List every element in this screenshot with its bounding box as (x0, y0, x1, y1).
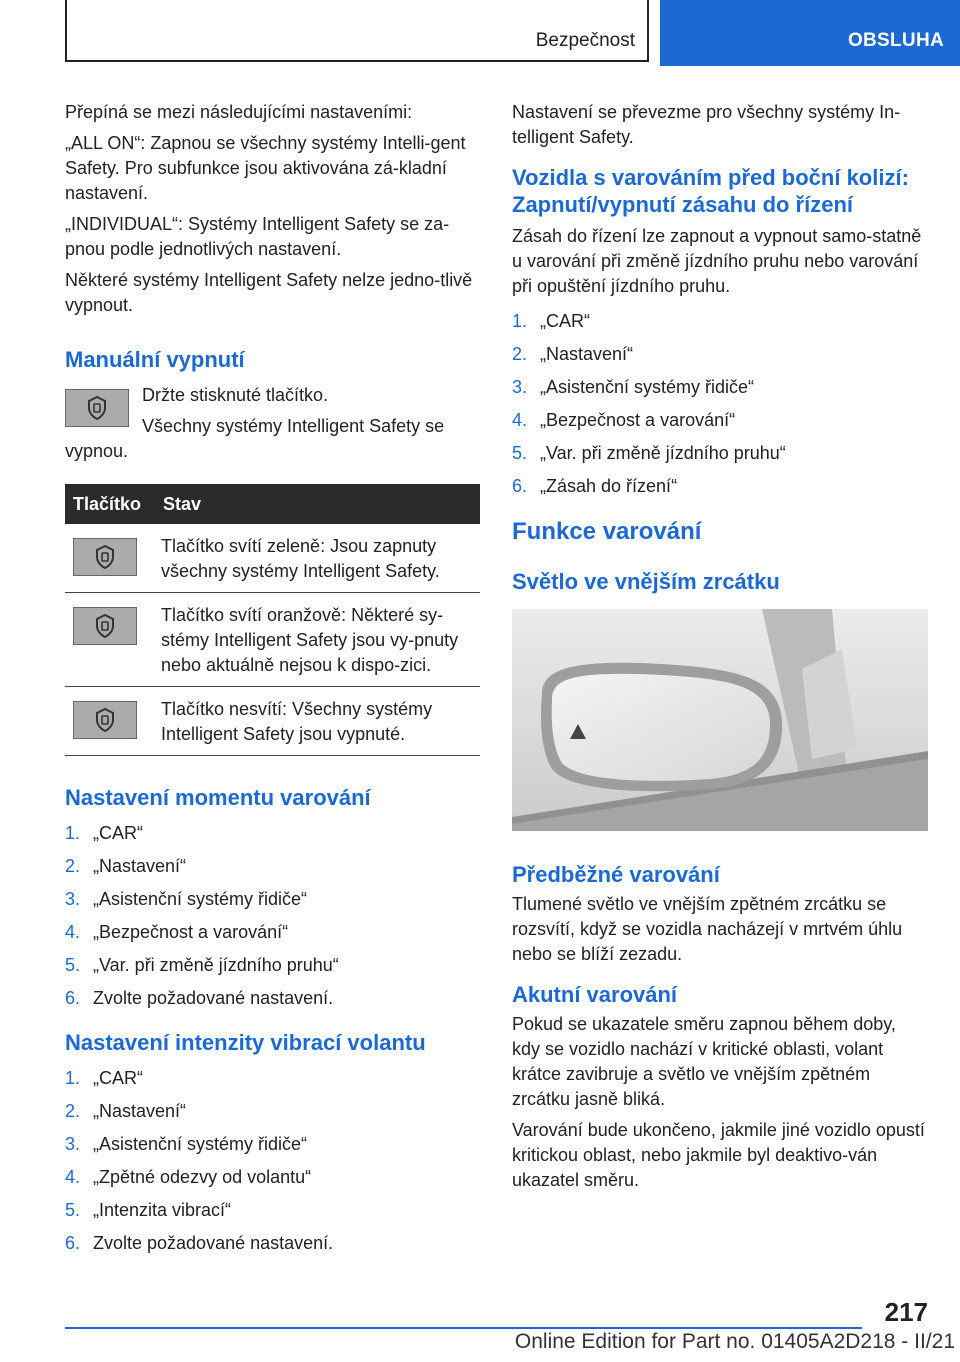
intro-paragraph: „ALL ON“: Zapnou se všechny systémy Intelli-gent Safety. Pro subfunkce jsou aktivována zá-kladní nastavení. (65, 133, 466, 203)
warning-moment-steps (65, 817, 480, 1015)
button-state-table (65, 484, 480, 756)
list-item: 3. „Asistenční systémy řidiče“ (65, 1134, 308, 1154)
footer-edition: Online Edition for Part no. 01405A2D218 - II/21 (514, 1330, 955, 1353)
pre-warning-heading: Předběžné varování (512, 862, 720, 887)
warning-moment-heading: Nastavení momentu varování (65, 785, 371, 810)
acute-warning-text: Pokud se ukazatele směru zapnou během doby, kdy se vozidlo nachází v kritické oblasti, volant krátce zavibruje a světlo ve vnějším zpětném zrcátku jasně bliká. (512, 1014, 896, 1109)
table-cell-state: Tlačítko nesvítí: Všechny systémy Intelligent Safety jsou vypnuté. (161, 699, 433, 744)
list-item: 5. „Var. při změně jízdního pruhu“ (512, 443, 786, 463)
list-item: 1. „CAR“ (512, 311, 590, 331)
intelligent-safety-button-icon (73, 538, 137, 576)
intro-paragraph: Nastavení se převezme pro všechny systémy In-telligent Safety. (512, 102, 901, 147)
list-item: 1. „CAR“ (65, 823, 143, 843)
page-number: 217 (884, 1297, 928, 1327)
pre-warning-text: Tlumené světlo ve vnějším zpětném zrcátku se rozsvítí, když se vozidla nacházejí v mrtvém úhlu nebo se blíží zezadu. (512, 894, 903, 964)
right-column (512, 100, 928, 1199)
page-header (0, 0, 960, 66)
side-mirror-image (512, 609, 928, 831)
vibration-intensity-heading: Nastavení intenzity vibrací volantu (65, 1030, 426, 1055)
manual-switch-off-block (65, 383, 480, 464)
mirror-light-heading: Světlo ve vnějším zrcátku (512, 569, 780, 594)
list-item: 2. „Nastavení“ (65, 856, 187, 876)
acute-warning-end-text: Varování bude ukončeno, jakmile jiné vozidlo opustí kritickou oblast, nebo jakmile byl deaktivo-ván ukazatel směru. (512, 1120, 925, 1190)
footer-rule (65, 1327, 862, 1329)
list-item: 5. „Intenzita vibrací“ (65, 1200, 232, 1220)
list-item: 5. „Var. při změně jízdního pruhu“ (65, 955, 339, 975)
steering-intervention-heading: Vozidla s varováním před boční kolizí: Zapnutí/vypnutí zásahu do řízení (512, 165, 909, 217)
list-item: 6. Zvolte požadované nastavení. (65, 1233, 334, 1253)
list-item: 6. Zvolte požadované nastavení. (65, 988, 334, 1008)
header-section-title: Bezpečnost (535, 30, 635, 51)
side-mirror-illustration (512, 609, 928, 831)
table-row (65, 524, 480, 593)
header-chapter-tab (660, 0, 960, 66)
table-row (65, 593, 480, 687)
list-item: 3. „Asistenční systémy řidiče“ (512, 377, 755, 397)
table-header-state: Stav (153, 484, 480, 524)
vibration-intensity-steps (65, 1062, 480, 1260)
list-item: 2. „Nastavení“ (512, 344, 634, 364)
intro-paragraph: „INDIVIDUAL“: Systémy Intelligent Safety se za-pnou podle jednotlivých nastavení. (65, 214, 450, 259)
table-cell-state: Tlačítko svítí zeleně: Jsou zapnuty všechny systémy Intelligent Safety. (161, 536, 440, 581)
list-item: 3. „Asistenční systémy řidiče“ (65, 889, 308, 909)
table-row (65, 687, 480, 756)
manual-instruction: Držte stisknuté tlačítko. (142, 385, 329, 405)
warning-function-heading: Funkce varování (512, 518, 702, 545)
manual-result: Všechny systémy Intelligent Safety se vypnou. (65, 416, 445, 461)
intro-paragraph: Přepíná se mezi následujícími nastaveními: (65, 102, 413, 122)
list-item: 1. „CAR“ (65, 1068, 143, 1088)
table-cell-state: Tlačítko svítí oranžově: Některé sy-stémy Intelligent Safety jsou vy-pnuty nebo aktuálně nejsou k dispo-zici. (161, 605, 459, 675)
intelligent-safety-button-icon (65, 389, 129, 427)
manual-switch-off-heading: Manuální vypnutí (65, 347, 245, 372)
list-item: 4. „Bezpečnost a varování“ (65, 922, 289, 942)
steering-intervention-steps (512, 305, 928, 503)
intelligent-safety-button-icon (73, 701, 137, 739)
list-item: 4. „Bezpečnost a varování“ (512, 410, 736, 430)
list-item: 4. „Zpětné odezvy od volantu“ (65, 1167, 312, 1187)
list-item: 6. „Zásah do řízení“ (512, 476, 678, 496)
header-chapter-label: OBSLUHA (847, 30, 944, 51)
table-header-button: Tlačítko (65, 484, 153, 524)
steering-intervention-text: Zásah do řízení lze zapnout a vypnout samo-statně u varování při změně jízdního pruhu nebo varování při opuštění jízdního pruhu. (512, 226, 922, 296)
intelligent-safety-button-icon (73, 607, 137, 645)
list-item: 2. „Nastavení“ (65, 1101, 187, 1121)
intro-paragraph: Některé systémy Intelligent Safety nelze jedno-tlivě vypnout. (65, 270, 473, 315)
acute-warning-heading: Akutní varování (512, 982, 678, 1007)
left-column (65, 100, 480, 1260)
